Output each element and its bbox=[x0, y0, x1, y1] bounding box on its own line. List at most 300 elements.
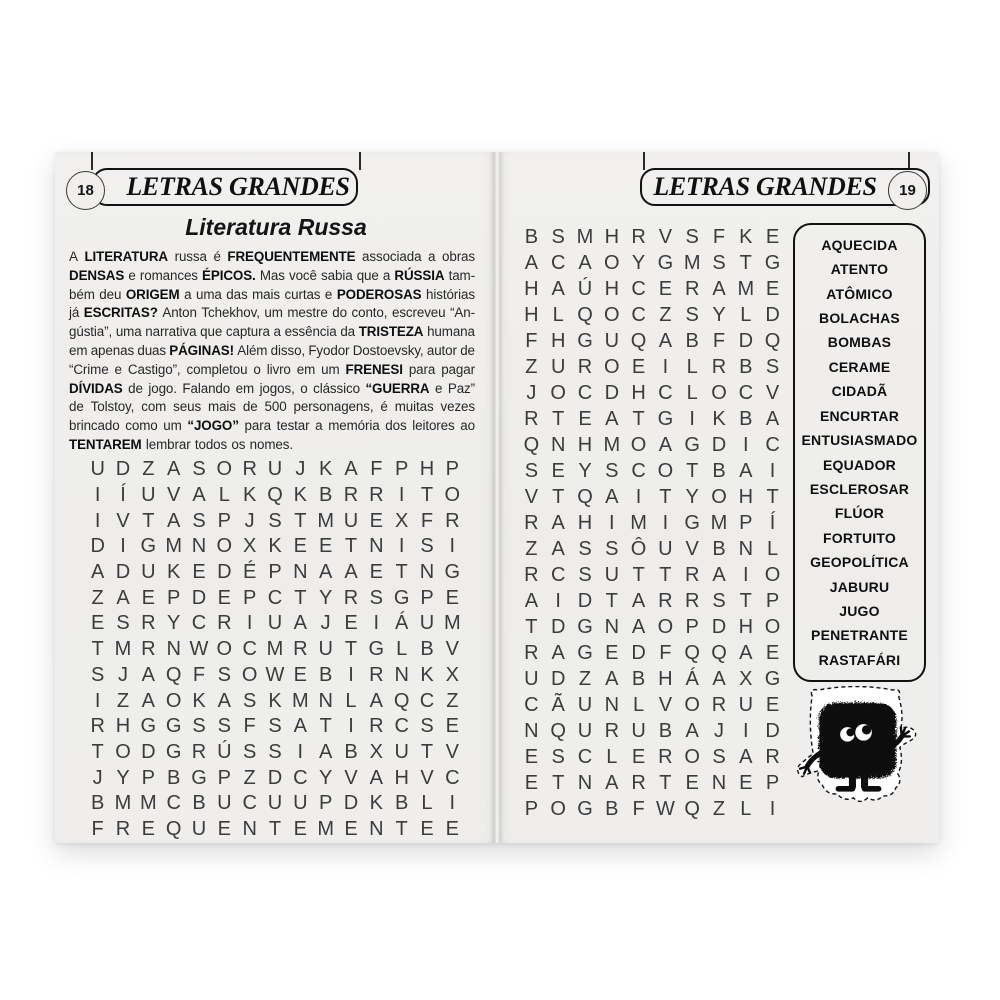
grid-cell: G bbox=[764, 251, 781, 274]
grid-cell: S bbox=[578, 537, 592, 560]
grid-row bbox=[518, 640, 786, 666]
grid-cell: A bbox=[551, 511, 565, 534]
grid-cell: N bbox=[293, 561, 308, 584]
grid-cell: S bbox=[268, 740, 282, 763]
grid-cell: Z bbox=[578, 667, 592, 690]
grid-cell: K bbox=[166, 561, 181, 584]
grid-cell: C bbox=[631, 277, 646, 300]
page-header bbox=[640, 168, 930, 206]
grid-cell: I bbox=[398, 484, 405, 507]
grid-cell: J bbox=[92, 766, 103, 789]
grid-cell: U bbox=[267, 458, 283, 481]
grid-cell: U bbox=[604, 329, 620, 352]
grid-row bbox=[85, 534, 465, 560]
grid-row bbox=[518, 796, 786, 822]
grid-cell: D bbox=[765, 719, 780, 742]
grid-cell: C bbox=[242, 638, 257, 661]
grid-row bbox=[85, 508, 465, 534]
grid-row bbox=[85, 483, 465, 509]
grid-cell: C bbox=[577, 745, 593, 768]
grid-cell: A bbox=[551, 641, 565, 664]
grid-cell: T bbox=[632, 563, 645, 586]
grid-cell: A bbox=[605, 407, 619, 430]
grid-cell: D bbox=[738, 329, 754, 352]
header-hanger-line bbox=[643, 152, 645, 170]
grid-cell: T bbox=[344, 535, 358, 558]
grid-cell: I bbox=[348, 663, 354, 686]
grid-cell: O bbox=[444, 484, 461, 507]
grid-cell: D bbox=[343, 792, 359, 815]
grid-row bbox=[518, 328, 786, 354]
grid-cell: A bbox=[344, 458, 358, 481]
grid-row bbox=[518, 432, 786, 458]
grid-cell: H bbox=[658, 667, 673, 690]
grid-row bbox=[85, 714, 465, 740]
grid-cell: O bbox=[550, 381, 566, 404]
grid-row bbox=[518, 770, 786, 796]
grid-cell: C bbox=[166, 792, 181, 815]
grid-cell: M bbox=[317, 509, 334, 532]
grid-cell: N bbox=[369, 817, 384, 840]
grid-cell: V bbox=[765, 381, 780, 404]
grid-cell: B bbox=[394, 792, 409, 815]
grid-row bbox=[518, 588, 786, 614]
grid-cell: Z bbox=[116, 689, 130, 712]
grid-cell: O bbox=[115, 740, 131, 763]
grid-cell: B bbox=[420, 638, 434, 661]
grid-cell: S bbox=[605, 537, 619, 560]
intro-paragraph bbox=[69, 248, 475, 455]
grid-cell: N bbox=[711, 771, 727, 794]
grid-cell: C bbox=[242, 792, 257, 815]
grid-cell: D bbox=[115, 458, 131, 481]
grid-cell: O bbox=[684, 693, 700, 716]
grid-row bbox=[518, 458, 786, 484]
grid-cell: C bbox=[577, 381, 593, 404]
grid-cell: A bbox=[293, 715, 307, 738]
grid-cell: T bbox=[420, 740, 434, 763]
grid-cell: N bbox=[191, 535, 207, 558]
grid-cell: D bbox=[115, 561, 131, 584]
grid-cell: K bbox=[268, 689, 282, 712]
grid-cell: O bbox=[165, 689, 182, 712]
grid-row bbox=[518, 692, 786, 718]
page-number-badge: 19 bbox=[888, 171, 927, 210]
grid-cell: E bbox=[685, 771, 699, 794]
grid-cell: S bbox=[242, 740, 257, 763]
page-19 bbox=[497, 152, 939, 843]
grid-row bbox=[518, 406, 786, 432]
grid-row bbox=[85, 817, 465, 843]
grid-cell: Q bbox=[684, 641, 700, 664]
grid-cell: T bbox=[659, 563, 672, 586]
grid-cell: R bbox=[369, 663, 384, 686]
grid-cell: I bbox=[743, 563, 749, 586]
grid-cell: N bbox=[242, 817, 257, 840]
header-label: LETRAS GRANDES bbox=[126, 172, 350, 201]
grid-cell: M bbox=[165, 535, 182, 558]
grid-cell: E bbox=[578, 407, 592, 430]
grid-cell: N bbox=[604, 615, 620, 638]
grid-cell: A bbox=[631, 615, 646, 638]
grid-cell: U bbox=[577, 693, 593, 716]
grid-cell: A bbox=[578, 251, 592, 274]
grid-row bbox=[85, 663, 465, 689]
word-list-item: GEOPOLÍTICA bbox=[810, 554, 909, 571]
grid-cell: R bbox=[293, 638, 308, 661]
grid-cell: O bbox=[711, 381, 727, 404]
grid-cell: F bbox=[712, 329, 726, 352]
grid-cell: N bbox=[550, 433, 566, 456]
grid-cell: Ã bbox=[551, 693, 565, 716]
grid-cell: Q bbox=[764, 329, 781, 352]
grid-cell: P bbox=[445, 458, 459, 481]
grid-cell: E bbox=[524, 771, 539, 794]
grid-cell: U bbox=[267, 792, 283, 815]
page-number-badge: 18 bbox=[66, 171, 105, 210]
grid-cell: D bbox=[191, 586, 207, 609]
grid-row bbox=[85, 740, 465, 766]
grid-cell: Y bbox=[578, 459, 592, 482]
grid-cell: D bbox=[550, 615, 566, 638]
grid-cell: A bbox=[739, 745, 753, 768]
grid-cell: C bbox=[419, 689, 435, 712]
grid-cell: H bbox=[394, 766, 409, 789]
grid-cell: H bbox=[577, 433, 593, 456]
word-list-item: CERAME bbox=[828, 358, 891, 375]
paragraph-line: A LITERATURA russa é FREQUENTEMENTE associada a obras bbox=[69, 249, 475, 264]
grid-cell: D bbox=[604, 381, 620, 404]
grid-cell: R bbox=[369, 484, 384, 507]
grid-cell: C bbox=[267, 586, 283, 609]
grid-cell: M bbox=[710, 511, 728, 534]
grid-cell: V bbox=[658, 693, 673, 716]
grid-cell: S bbox=[685, 303, 699, 326]
grid-cell: R bbox=[524, 511, 539, 534]
grid-cell: I bbox=[94, 484, 101, 507]
grid-cell: U bbox=[141, 561, 156, 584]
grid-cell: E bbox=[765, 225, 780, 248]
grid-cell: G bbox=[577, 615, 593, 638]
grid-cell: A bbox=[605, 667, 619, 690]
grid-cell: S bbox=[420, 535, 434, 558]
grid-cell: R bbox=[343, 586, 359, 609]
grid-cell: J bbox=[244, 509, 255, 532]
grid-cell: A bbox=[551, 537, 565, 560]
grid-cell: A bbox=[318, 740, 333, 763]
grid-cell: D bbox=[711, 433, 727, 456]
grid-cell: E bbox=[293, 535, 307, 558]
grid-cell: V bbox=[658, 225, 673, 248]
grid-cell: E bbox=[293, 663, 307, 686]
grid-cell: H bbox=[738, 485, 754, 508]
paragraph-line: “Crime e Castigo”, completou o livro em um FRENESI para pagar bbox=[69, 361, 475, 377]
grid-cell: B bbox=[712, 459, 726, 482]
header-label: LETRAS GRANDES bbox=[653, 172, 877, 201]
grid-cell: R bbox=[90, 715, 105, 738]
grid-cell: A bbox=[658, 329, 673, 352]
grid-cell: Q bbox=[393, 689, 410, 712]
grid-cell: I bbox=[609, 511, 615, 534]
grid-cell: T bbox=[686, 459, 699, 482]
grid-cell: V bbox=[685, 537, 699, 560]
grid-row bbox=[85, 585, 465, 611]
grid-cell: F bbox=[91, 817, 104, 840]
grid-cell: Y bbox=[631, 251, 646, 274]
grid-cell: R bbox=[684, 589, 700, 612]
grid-cell: K bbox=[293, 484, 307, 507]
grid-cell: O bbox=[630, 433, 647, 456]
grid-cell: I bbox=[94, 689, 101, 712]
grid-cell: L bbox=[633, 693, 645, 716]
paragraph-line: de Tolstoy, com seus mais de 500 personagens, é muitas vezes bbox=[69, 399, 475, 415]
grid-cell: S bbox=[712, 745, 726, 768]
grid-cell: T bbox=[659, 771, 672, 794]
grid-cell: T bbox=[605, 589, 618, 612]
grid-cell: U bbox=[318, 638, 333, 661]
grid-cell: T bbox=[632, 407, 645, 430]
grid-cell: G bbox=[165, 715, 182, 738]
grid-cell: G bbox=[165, 740, 182, 763]
grid-cell: E bbox=[739, 771, 753, 794]
grid-cell: N bbox=[419, 561, 435, 584]
grid-cell: X bbox=[242, 535, 257, 558]
grid-cell: U bbox=[191, 817, 207, 840]
grid-cell: U bbox=[577, 719, 593, 742]
grid-cell: D bbox=[550, 667, 566, 690]
word-list-item: PENETRANTE bbox=[811, 627, 908, 644]
grid-row bbox=[518, 562, 786, 588]
grid-cell: R bbox=[658, 745, 673, 768]
grid-cell: E bbox=[217, 586, 231, 609]
grid-cell: G bbox=[577, 797, 593, 820]
grid-cell: R bbox=[684, 277, 700, 300]
grid-cell: B bbox=[631, 667, 646, 690]
grid-cell: E bbox=[318, 535, 333, 558]
grid-row bbox=[85, 637, 465, 663]
grid-cell: G bbox=[684, 511, 700, 534]
grid-cell: V bbox=[420, 766, 434, 789]
grid-cell: Q bbox=[165, 817, 182, 840]
grid-cell: A bbox=[116, 586, 130, 609]
grid-cell: X bbox=[739, 667, 753, 690]
grid-cell: V bbox=[116, 509, 130, 532]
grid-cell: Q bbox=[630, 329, 647, 352]
word-list-item: ATÔMICO bbox=[826, 285, 893, 302]
grid-cell: I bbox=[743, 433, 749, 456]
grid-cell: Q bbox=[165, 663, 182, 686]
word-list-item: JUGO bbox=[839, 602, 880, 619]
grid-cell: R bbox=[115, 817, 131, 840]
grid-cell: B bbox=[739, 355, 753, 378]
grid-cell: G bbox=[764, 667, 781, 690]
grid-cell: T bbox=[91, 638, 104, 661]
grid-cell: W bbox=[189, 638, 209, 661]
grid-cell: O bbox=[764, 615, 781, 638]
grid-cell: F bbox=[420, 509, 434, 532]
grid-cell: B bbox=[605, 797, 619, 820]
grid-cell: U bbox=[604, 563, 620, 586]
grid-cell: Ú bbox=[577, 277, 593, 300]
grid-cell: F bbox=[370, 458, 383, 481]
grid-cell: H bbox=[524, 303, 539, 326]
grid-cell: A bbox=[344, 561, 358, 584]
grid-cell: K bbox=[192, 689, 206, 712]
grid-cell: G bbox=[684, 433, 700, 456]
grid-cell: V bbox=[445, 638, 459, 661]
grid-cell: Q bbox=[577, 485, 593, 508]
grid-cell: U bbox=[343, 509, 359, 532]
grid-cell: B bbox=[524, 225, 539, 248]
grid-cell: G bbox=[368, 638, 385, 661]
grid-cell: E bbox=[631, 745, 646, 768]
grid-cell: A bbox=[166, 458, 181, 481]
header-hanger-line bbox=[91, 152, 93, 170]
grid-cell: O bbox=[764, 563, 781, 586]
paragraph-line: TENTAREM lembrar todos os nomes. bbox=[69, 436, 293, 452]
grid-cell: S bbox=[268, 715, 282, 738]
grid-cell: E bbox=[293, 817, 307, 840]
grid-row bbox=[518, 484, 786, 510]
word-list-item: FLÚOR bbox=[834, 505, 885, 522]
monster-pupil bbox=[846, 728, 854, 736]
grid-cell: R bbox=[711, 355, 727, 378]
grid-cell: O bbox=[657, 615, 674, 638]
grid-cell: B bbox=[318, 663, 333, 686]
grid-cell: L bbox=[606, 745, 618, 768]
grid-cell: L bbox=[218, 484, 230, 507]
paragraph-line: DÍVIDAS de jogo. Falando em jogos, o clássico “GUERRA e Paz” bbox=[69, 380, 475, 396]
grid-cell: I bbox=[348, 715, 354, 738]
grid-cell: R bbox=[658, 589, 673, 612]
grid-cell: J bbox=[713, 719, 724, 742]
grid-cell: X bbox=[445, 663, 459, 686]
grid-cell: H bbox=[604, 225, 620, 248]
grid-cell: T bbox=[268, 817, 282, 840]
grid-cell: T bbox=[395, 817, 408, 840]
grid-cell: S bbox=[192, 458, 206, 481]
grid-cell: C bbox=[631, 303, 646, 326]
grid-cell: E bbox=[141, 586, 155, 609]
grid-cell: S bbox=[90, 663, 105, 686]
grid-cell: U bbox=[217, 792, 232, 815]
grid-cell: R bbox=[191, 740, 207, 763]
grid-cell: N bbox=[318, 689, 333, 712]
grid-cell: V bbox=[166, 484, 181, 507]
grid-cell: E bbox=[369, 509, 383, 532]
grid-cell: I bbox=[662, 511, 669, 534]
grid-cell: U bbox=[293, 792, 308, 815]
grid-cell: I bbox=[769, 459, 776, 482]
grid-cell: G bbox=[577, 641, 593, 664]
grid-cell: T bbox=[91, 740, 104, 763]
grid-cell: A bbox=[293, 612, 307, 635]
grid-cell: N bbox=[738, 537, 754, 560]
grid-cell: L bbox=[767, 537, 779, 560]
grid-cell: R bbox=[369, 715, 384, 738]
grid-cell: P bbox=[765, 771, 780, 794]
grid-cell: W bbox=[265, 663, 285, 686]
grid-cell: M bbox=[317, 817, 334, 840]
grid-cell: P bbox=[685, 615, 699, 638]
puzzle-title: Literatura Russa bbox=[185, 214, 367, 240]
grid-cell: S bbox=[765, 355, 780, 378]
grid-cell: S bbox=[551, 745, 565, 768]
grid-cell: H bbox=[419, 458, 435, 481]
grid-cell: P bbox=[394, 458, 409, 481]
grid-cell: Q bbox=[523, 433, 540, 456]
grid-cell: U bbox=[141, 484, 156, 507]
grid-cell: Q bbox=[577, 303, 593, 326]
grid-cell: T bbox=[739, 589, 752, 612]
grid-cell: O bbox=[216, 458, 233, 481]
word-list bbox=[793, 223, 926, 682]
grid-cell: A bbox=[524, 589, 539, 612]
grid-cell: B bbox=[739, 407, 753, 430]
grid-cell: D bbox=[141, 740, 156, 763]
grid-cell: H bbox=[524, 277, 539, 300]
grid-cell: D bbox=[90, 535, 105, 558]
grid-cell: T bbox=[420, 484, 434, 507]
grid-cell: T bbox=[344, 638, 358, 661]
grid-cell: I bbox=[449, 792, 456, 815]
grid-cell: F bbox=[525, 329, 538, 352]
grid-cell: A bbox=[217, 689, 231, 712]
page-header bbox=[92, 168, 358, 206]
grid-cell: N bbox=[604, 693, 620, 716]
grid-cell: H bbox=[550, 329, 566, 352]
grid-cell: K bbox=[242, 484, 257, 507]
grid-cell: A bbox=[658, 433, 673, 456]
grid-cell: U bbox=[550, 355, 566, 378]
grid-cell: Y bbox=[685, 485, 699, 508]
grid-cell: S bbox=[116, 612, 130, 635]
grid-cell: P bbox=[765, 589, 780, 612]
grid-cell: P bbox=[318, 792, 333, 815]
grid-cell: H bbox=[577, 511, 593, 534]
grid-cell: S bbox=[217, 663, 231, 686]
word-list-item: CIDADÃ bbox=[831, 383, 888, 400]
grid-cell: S bbox=[685, 225, 699, 248]
grid-cell: Z bbox=[712, 797, 726, 820]
grid-cell: R bbox=[604, 719, 620, 742]
word-list-item: BOLACHAS bbox=[819, 310, 900, 327]
grid-cell: U bbox=[267, 612, 283, 635]
grid-cell: K bbox=[712, 407, 726, 430]
grid-row bbox=[85, 457, 465, 483]
grid-cell: M bbox=[291, 689, 309, 712]
grid-cell: I bbox=[689, 407, 695, 430]
grid-cell: E bbox=[445, 715, 459, 738]
grid-cell: L bbox=[686, 381, 698, 404]
grid-cell: G bbox=[444, 561, 461, 584]
grid-cell: P bbox=[217, 766, 231, 789]
grid-cell: H bbox=[604, 277, 620, 300]
grid-cell: B bbox=[90, 792, 105, 815]
grid-cell: E bbox=[631, 355, 646, 378]
word-list-item: ENTUSIASMADO bbox=[801, 432, 918, 449]
grid-cell: Y bbox=[116, 766, 130, 789]
monster-body bbox=[817, 701, 895, 777]
grid-cell: J bbox=[117, 663, 128, 686]
grid-cell: D bbox=[267, 766, 283, 789]
grid-cell: U bbox=[90, 458, 105, 481]
grid-cell: P bbox=[217, 509, 231, 532]
grid-cell: Z bbox=[525, 355, 538, 378]
grid-cell: Q bbox=[684, 797, 700, 820]
grid-cell: A bbox=[166, 509, 181, 532]
grid-row bbox=[85, 688, 465, 714]
